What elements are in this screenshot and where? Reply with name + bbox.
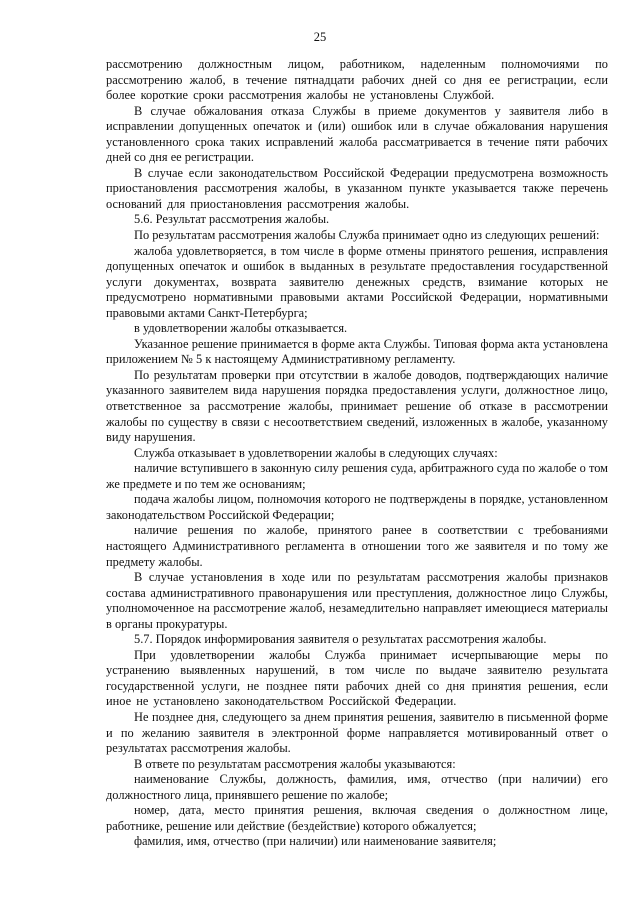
paragraph: При удовлетворении жалобы Служба принимает исчерпывающие меры по устранению выявленных нарушений, в том числе по выдаче заявителю результата государственной услуги, не позднее пяти рабочих дней со дня принятия решения, если иное не установлено законодательством Российской Федерации. <box>106 647 608 709</box>
section-heading: 5.7. Порядок информирования заявителя о результатах рассмотрения жалобы. <box>134 632 547 647</box>
paragraph: В ответе по результатам рассмотрения жалобы указываются: <box>134 756 456 771</box>
list-item: в удовлетворении жалобы отказывается. <box>134 321 348 336</box>
paragraph: Указанное решение принимается в форме акта Службы. Типовая форма акта установлена приложением № 5 к настоящему Административному регламенту. <box>106 336 608 367</box>
list-item: наименование Службы, должность, фамилия, имя, отчество (при наличии) его должностного лица, принявшего решение по жалобе; <box>106 772 608 802</box>
list-item: наличие вступившего в законную силу решения суда, арбитражного суда по жалобе о том же предмете и по тем же основаниям; <box>106 461 608 491</box>
list-item: номер, дата, место принятия решения, включая сведения о должностном лице, работнике, решение или действие (бездействие) которого обжалуется; <box>106 803 608 833</box>
paragraph: рассмотрению должностным лицом, работником, наделенным полномочиями по рассмотрению жалоб, в течение пятнадцати рабочих дней со дня ее регистрации, если более короткие сроки рассмотрения жалобы не установлены Службой. <box>106 57 608 103</box>
list-item: фамилия, имя, отчество (при наличии) или наименование заявителя; <box>134 834 497 849</box>
list-item: жалоба удовлетворяется, в том числе в форме отмены принятого решения, исправления допущенных опечаток и ошибок в выданных в результате предоставления государственной услуги документах, возврата заявителю денежных средств, взимание которых не предусмотрено нормативными правовыми актами Российской Федерации, нормативными правовыми актами Санкт-Петербурга; <box>106 243 608 320</box>
list-item: наличие решения по жалобе, принятого ранее в соответствии с требованиями настоящего Административного регламента в отношении того же заявителя и по тому же предмету жалобы. <box>106 523 608 569</box>
list-item: подача жалобы лицом, полномочия которого не подтверждены в порядке, установленном законодательством Российской Федерации; <box>106 492 608 522</box>
document-body <box>106 57 608 850</box>
paragraph: В случае обжалования отказа Службы в приеме документов у заявителя либо в исправлении допущенных опечаток и (или) ошибок или в случае обжалования нарушения установленного срока таких исправлений жалоба рассматривается в течение пяти рабочих дней со дня ее регистрации. <box>106 103 608 165</box>
page-number: 25 <box>313 30 327 44</box>
paragraph: В случае установления в ходе или по результатам рассмотрения жалобы признаков состава административного правонарушения или преступления, должностное лицо Службы, уполномоченное на рассмотрение жалоб, незамедлительно направляет имеющиеся материалы в органы прокуратуры. <box>106 570 608 631</box>
paragraph: В случае если законодательством Российской Федерации предусмотрена возможность приостановления рассмотрения жалобы, в указанном пункте указывается также перечень оснований для приостановления рассмотрения жалобы. <box>106 165 608 211</box>
paragraph: По результатам рассмотрения жалобы Служба принимает одно из следующих решений: <box>134 228 600 243</box>
paragraph: По результатам проверки при отсутствии в жалобе доводов, подтверждающих наличие указанного заявителем вида нарушения порядка предоставления услуги, должностное лицо, ответственное за рассмотрение жалобы, принимает решение об отказе в рассмотрении жалобы по существу в связи с несоответствием сведений, изложенных в жалобе, указанному виду нарушения. <box>106 367 608 445</box>
paragraph: Не позднее дня, следующего за днем принятия решения, заявителю в письменной форме и по желанию заявителя в электронной форме направляется мотивированный ответ о результатах рассмотрения жалобы. <box>106 709 608 756</box>
paragraph: Служба отказывает в удовлетворении жалобы в следующих случаях: <box>134 445 498 460</box>
section-heading: 5.6. Результат рассмотрения жалобы. <box>134 212 330 227</box>
